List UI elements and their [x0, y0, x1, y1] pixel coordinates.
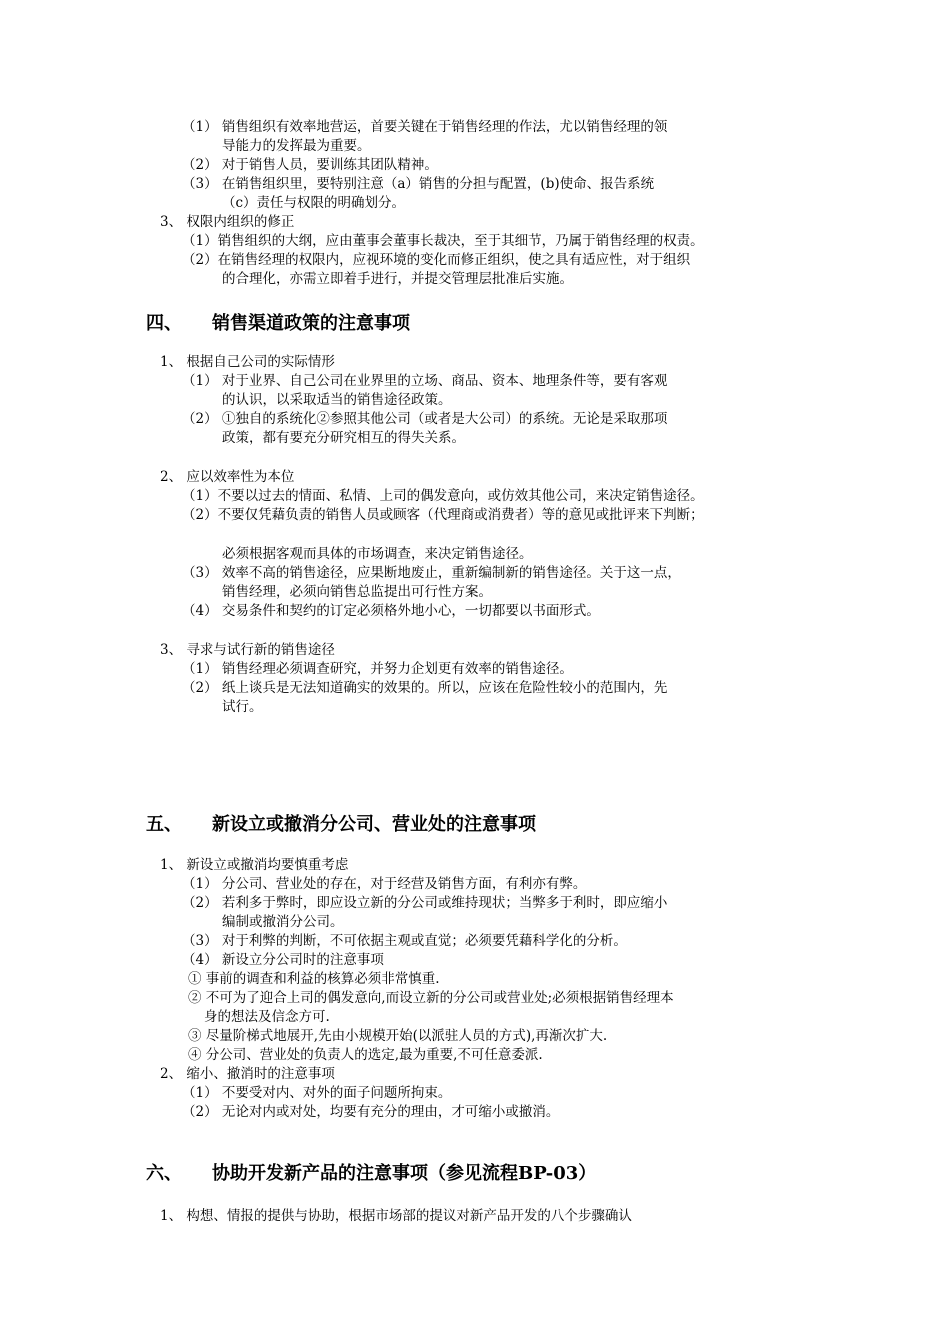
text-line: （3） 在销售组织里，要特别注意（a）销售的分担与配置，(b)使命、报告系统 [182, 176, 655, 192]
text-line: （2）不要仅凭藉负责的销售人员或顾客（代理商或消费者）等的意见或批评来下判断； [182, 507, 704, 523]
text-line: （2） 对于销售人员，要训练其团队精神。 [182, 157, 438, 173]
text-line: ② 不可为了迎合上司的偶发意向,而设立新的分公司或营业处;必须根据销售经理本 [188, 990, 674, 1006]
text-line: 2、 应以效率性为本位 [160, 469, 295, 485]
text-line: 身的想法及信念方可. [204, 1009, 330, 1025]
section-heading [146, 312, 410, 336]
section-heading [146, 813, 536, 837]
text-line: 政策，都有要充分研究相互的得失关系。 [222, 430, 465, 446]
section-number: 六、 [146, 1163, 182, 1184]
text-line: ④ 分公司、营业处的负责人的选定,最为重要,不可任意委派. [188, 1047, 543, 1063]
text-line: 必须根据客观而具体的市场调查，来决定销售途径。 [222, 546, 533, 562]
text-line: 1、 新设立或撤消均要慎重考虑 [160, 857, 349, 873]
section-number: 五、 [146, 814, 182, 835]
text-line: （3） 对于利弊的判断，不可依据主观或直觉；必须要凭藉科学化的分析。 [182, 933, 627, 949]
text-line: ① 事前的调查和利益的核算必须非常慎重. [188, 971, 440, 987]
section-title: 新设立或撤消分公司、营业处的注意事项 [212, 814, 536, 835]
text-line: （1） 分公司、营业处的存在，对于经营及销售方面，有利亦有弊。 [182, 876, 587, 892]
text-line: 2、 缩小、撤消时的注意事项 [160, 1066, 335, 1082]
text-line: 的认识，以采取适当的销售途径政策。 [222, 392, 452, 408]
text-line: （2） 纸上谈兵是无法知道确实的效果的。所以，应该在危险性较小的范围内，先 [182, 680, 668, 696]
text-line: （1） 对于业界、自己公司在业界里的立场、商品、资本、地理条件等，要有客观 [182, 373, 668, 389]
text-line: （1）不要以过去的情面、私情、上司的偶发意向，或仿效其他公司，来决定销售途径。 [182, 488, 704, 504]
text-line: （3） 效率不高的销售途径，应果断地废止，重新编制新的销售途径。关于这一点， [182, 565, 681, 581]
text-line: 1、 构想、情报的提供与协助，根据市场部的提议对新产品开发的八个步骤确认 [160, 1208, 632, 1224]
text-line: 的合理化，亦需立即着手进行，并提交管理层批准后实施。 [222, 271, 573, 287]
text-line: （c）责任与权限的明确划分。 [222, 195, 406, 211]
text-line: 3、 寻求与试行新的销售途径 [160, 642, 335, 658]
text-line: （2） 若利多于弊时，即应设立新的分公司或维持现状；当弊多于利时，即应缩小 [182, 895, 668, 911]
text-line: 编制或撤消分公司。 [222, 914, 344, 930]
text-line: （4） 新设立分公司时的注意事项 [182, 952, 384, 968]
text-line: （4） 交易条件和契约的订定必须格外地小心，一切都要以书面形式。 [182, 603, 600, 619]
text-line: （2） ①独自的系统化②参照其他公司（或者是大公司）的系统。无论是采取那项 [182, 411, 668, 427]
text-line: 销售经理，必须向销售总监提出可行性方案。 [222, 584, 492, 600]
text-line: （1） 不要受对内、对外的面子问题所拘束。 [182, 1085, 452, 1101]
text-line: （1）销售组织的大纲，应由董事会董事长裁决，至于其细节，乃属于销售经理的权责。 [182, 233, 704, 249]
text-line: （1） 销售组织有效率地营运，首要关键在于销售经理的作法，尤以销售经理的领 [182, 119, 668, 135]
text-line: 试行。 [222, 699, 263, 715]
text-line: ③ 尽量阶梯式地展开,先由小规模开始(以派驻人员的方式),再渐次扩大. [188, 1028, 608, 1044]
text-line: （2） 无论对内或对处，均要有充分的理由，才可缩小或撤消。 [182, 1104, 560, 1120]
text-line: （2）在销售经理的权限内，应视环境的变化而修正组织，使之具有适应性，对于组织 [182, 252, 691, 268]
text-line: 3、 权限内组织的修正 [160, 214, 295, 230]
text-line: 1、 根据自己公司的实际情形 [160, 354, 335, 370]
section-heading [146, 1162, 596, 1186]
section-title: 协助开发新产品的注意事项（参见流程BP-03） [212, 1163, 597, 1184]
text-line: 导能力的发挥最为重要。 [222, 138, 371, 154]
section-number: 四、 [146, 313, 182, 334]
section-title: 销售渠道政策的注意事项 [212, 313, 410, 334]
text-line: （1） 销售经理必须调查研究，并努力企划更有效率的销售途径。 [182, 661, 573, 677]
